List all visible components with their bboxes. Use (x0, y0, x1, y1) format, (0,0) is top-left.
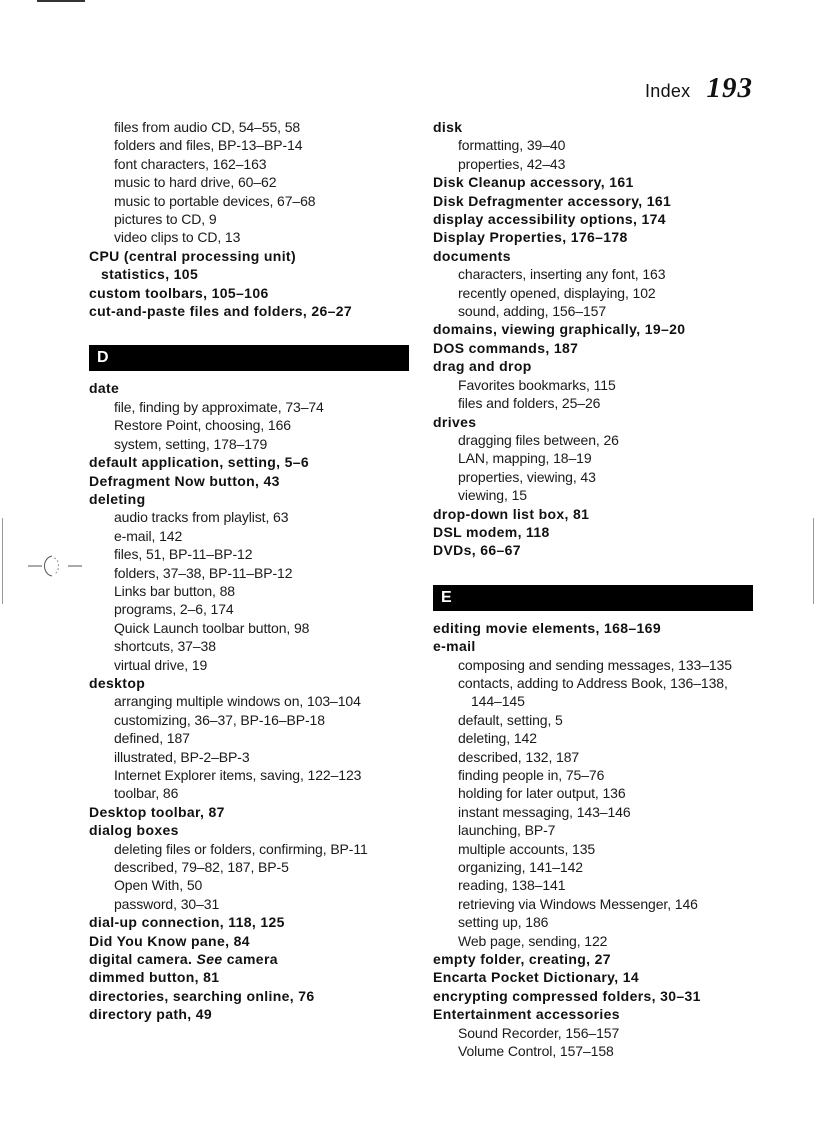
index-subentry: organizing, 141–142 (458, 859, 583, 876)
index-subentry: audio tracks from playlist, 63 (114, 509, 289, 526)
see-target: camera (222, 951, 278, 968)
index-subentry: sound, adding, 156–157 (458, 303, 607, 320)
index-entry (89, 950, 409, 968)
index-subentry: recently opened, displaying, 102 (458, 284, 656, 301)
header-label: Index (644, 81, 691, 101)
index-subentry: holding for later output, 136 (458, 785, 626, 802)
index-subentry: file, finding by approximate, 73–74 (114, 398, 324, 415)
section-letter: E (441, 588, 452, 606)
index-entry: disk (433, 119, 463, 135)
index-subentry: pictures to CD, 9 (114, 211, 217, 228)
index-entry: drives (433, 413, 477, 430)
index-subentry: customizing, 36–37, BP-16–BP-18 (114, 711, 325, 728)
index-subentry: font characters, 162–163 (114, 155, 267, 172)
index-column-left (89, 118, 409, 1024)
index-subentry: arranging multiple windows on, 103–104 (114, 693, 361, 710)
index-subentry: virtual drive, 19 (114, 656, 208, 673)
index-subentry: music to hard drive, 60–62 (114, 174, 277, 191)
index-entry: custom toolbars, 105–106 (89, 284, 269, 301)
index-entry: directories, searching online, 76 (89, 987, 315, 1004)
index-subentry: Restore Point, choosing, 166 (114, 417, 291, 434)
index-entry: DOS commands, 187 (433, 339, 579, 356)
index-subentry: Favorites bookmarks, 115 (458, 376, 616, 393)
left-edge-tick (2, 518, 3, 604)
index-subentry: Sound Recorder, 156–157 (458, 1024, 620, 1041)
entries-left-top (89, 118, 409, 320)
index-entry: Desktop toolbar, 87 (89, 803, 225, 820)
index-subentry: described, 132, 187 (458, 748, 580, 765)
index-subentry: finding people in, 75–76 (458, 767, 605, 783)
index-entry: DVDs, 66–67 (433, 542, 521, 559)
index-subentry: password, 30–31 (114, 895, 220, 912)
index-subentry: Open With, 50 (114, 877, 203, 894)
index-subentry: toolbar, 86 (114, 785, 179, 802)
index-entry: statistics, 105 (101, 266, 199, 283)
index-subentry: illustrated, BP-2–BP-3 (114, 748, 250, 765)
index-subentry: default, setting, 5 (458, 711, 563, 728)
index-subentry: folders and files, BP-13–BP-14 (114, 137, 303, 154)
index-subentry: properties, viewing, 43 (458, 468, 596, 485)
index-entry: dialog boxes (89, 822, 179, 839)
registration-mark-icon (28, 550, 92, 580)
index-subentry: Volume Control, 157–158 (458, 1043, 614, 1060)
right-edge-tick (813, 518, 814, 604)
index-entry: cut-and-paste files and folders, 26–27 (89, 303, 353, 320)
index-entry: Disk Cleanup accessory, 161 (433, 174, 634, 191)
index-entry: Encarta Pocket Dictionary, 14 (433, 969, 639, 986)
index-entry: Display Properties, 176–178 (433, 229, 628, 246)
index-subentry: LAN, mapping, 18–19 (458, 450, 592, 467)
corner-rule (37, 0, 85, 2)
index-subentry: viewing, 15 (458, 487, 527, 504)
index-entry: deleting (89, 490, 146, 507)
index-subentry: Quick Launch toolbar button, 98 (114, 619, 310, 636)
index-subentry: retrieving via Windows Messenger, 146 (458, 895, 698, 912)
index-subentry: contacts, adding to Address Book, 136–138, (458, 674, 728, 691)
entry-term: digital camera. (89, 951, 197, 968)
index-subentry: Links bar button, 88 (114, 582, 235, 599)
index-subentry: deleting files or folders, confirming, BP-11 (114, 840, 368, 857)
index-subentry: programs, 2–6, 174 (114, 601, 234, 618)
section-header-e (433, 585, 753, 611)
section-header-d (89, 345, 409, 371)
index-entry: desktop (89, 674, 146, 691)
index-entry: directory path, 49 (89, 1006, 213, 1023)
index-subentry: composing and sending messages, 133–135 (458, 656, 732, 673)
index-entry: CPU (central processing unit) (89, 247, 296, 264)
index-subentry: 144–145 (471, 693, 525, 710)
index-subentry: formatting, 39–40 (458, 137, 566, 154)
entries-left-bottom (89, 379, 409, 1023)
index-subentry: e-mail, 142 (114, 527, 183, 544)
index-entry: Did You Know pane, 84 (89, 932, 250, 949)
index-subentry: Web page, sending, 122 (458, 932, 608, 949)
index-entry: Disk Defragmenter accessory, 161 (433, 192, 672, 209)
index-entry: editing movie elements, 168–169 (433, 619, 661, 636)
page-number: 193 (706, 72, 753, 104)
index-subentry: described, 79–82, 187, BP-5 (114, 859, 289, 876)
index-subentry: reading, 138–141 (458, 877, 566, 894)
index-subentry: instant messaging, 143–146 (458, 803, 631, 820)
section-letter: D (97, 349, 109, 367)
index-entry: Entertainment accessories (433, 1006, 620, 1023)
running-header (645, 72, 753, 105)
index-subentry: launching, BP-7 (458, 822, 556, 839)
index-subentry: Internet Explorer items, saving, 122–123 (114, 767, 362, 783)
index-entry: display accessibility options, 174 (433, 211, 666, 228)
entries-right-bottom (433, 619, 763, 1061)
index-subentry: multiple accounts, 135 (458, 840, 596, 857)
index-subentry: files, 51, BP-11–BP-12 (114, 546, 253, 563)
index-entry: date (89, 380, 120, 397)
index-entry: Defragment Now button, 43 (89, 472, 280, 489)
index-subentry: dragging files between, 26 (458, 431, 619, 448)
index-subentry: setting up, 186 (458, 914, 549, 931)
index-entry: default application, setting, 5–6 (89, 454, 310, 471)
index-subentry: video clips to CD, 13 (114, 229, 241, 246)
index-entry: empty folder, creating, 27 (433, 951, 611, 968)
index-subentry: system, setting, 178–179 (114, 435, 268, 452)
index-entry: DSL modem, 118 (433, 523, 550, 540)
index-subentry: files and folders, 25–26 (458, 395, 601, 412)
index-entry: domains, viewing graphically, 19–20 (433, 321, 686, 338)
index-subentry: deleting, 142 (458, 730, 537, 747)
entries-right-top (433, 118, 763, 560)
index-entry: drag and drop (433, 358, 532, 375)
index-subentry: music to portable devices, 67–68 (114, 192, 316, 209)
index-subentry: properties, 42–43 (458, 155, 566, 172)
index-column-right (433, 118, 763, 1061)
index-entry: drop-down list box, 81 (433, 505, 590, 522)
index-subentry: files from audio CD, 54–55, 58 (114, 119, 301, 135)
index-entry: documents (433, 247, 511, 264)
index-entry: dimmed button, 81 (89, 969, 220, 986)
index-subentry: shortcuts, 37–38 (114, 638, 216, 655)
index-subentry: characters, inserting any font, 163 (458, 266, 666, 283)
index-entry: dial-up connection, 118, 125 (89, 914, 285, 931)
index-subentry: defined, 187 (114, 730, 190, 747)
index-entry: encrypting compressed folders, 30–31 (433, 987, 701, 1004)
index-entry: e-mail (433, 638, 476, 655)
see-reference: See (196, 951, 223, 968)
index-subentry: folders, 37–38, BP-11–BP-12 (114, 564, 293, 581)
